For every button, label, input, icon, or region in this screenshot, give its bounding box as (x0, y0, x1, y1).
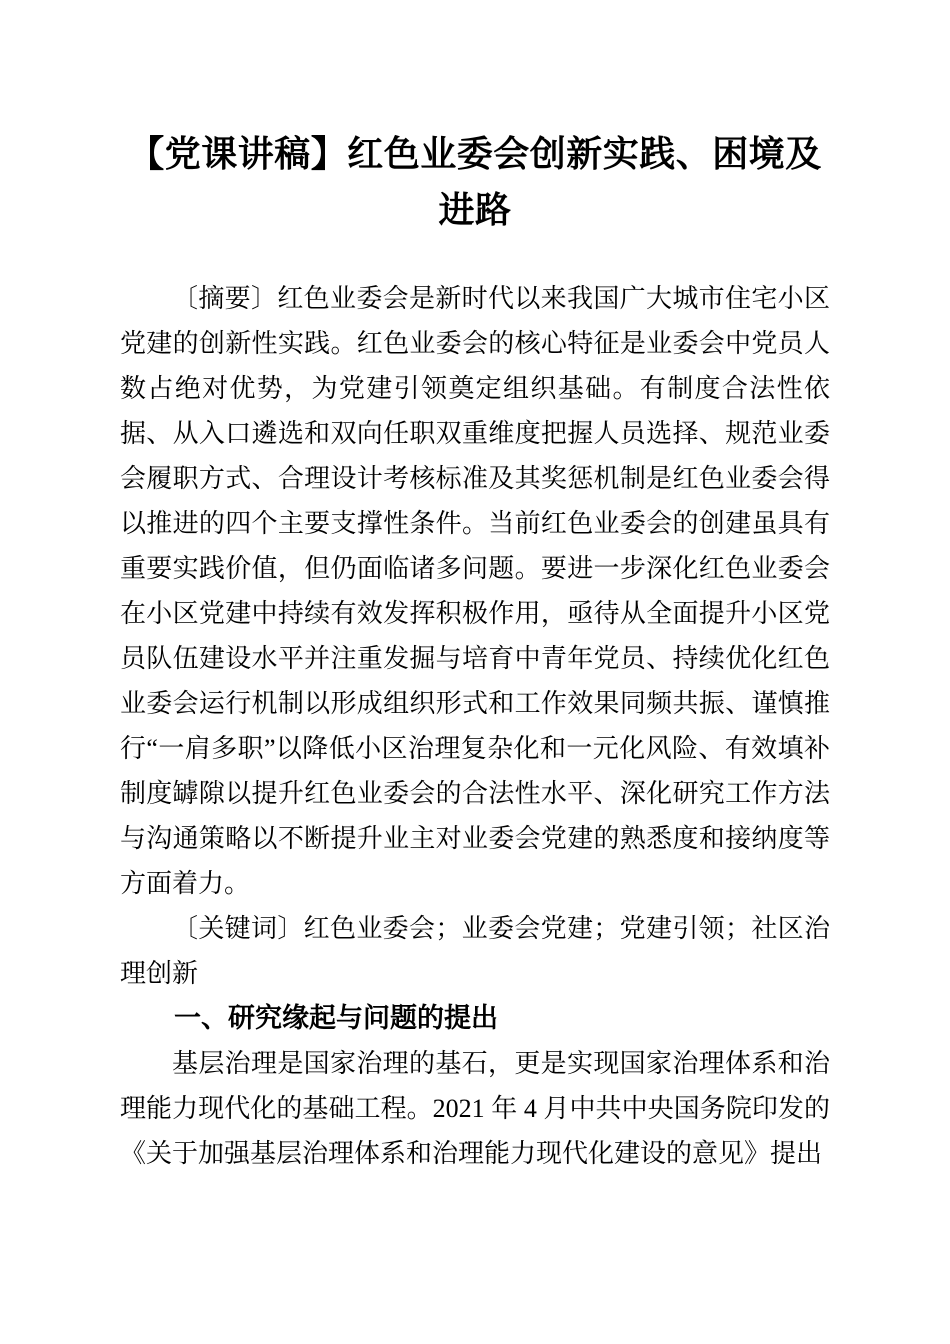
keywords-paragraph: 〔关键词〕红色业委会；业委会党建；党建引领；社区治理创新 (120, 914, 830, 988)
section-1-heading: 一、研究缘起与问题的提出 (174, 1003, 498, 1033)
document-title: 【党课讲稿】红色业委会创新实践、困境及进路 (128, 134, 822, 230)
abstract-paragraph: 〔摘要〕红色业委会是新时代以来我国广大城市住宅小区党建的创新性实践。红色业委会的核心特征是业委会中党员人数占绝对优势，为党建引领奠定组织基础。有制度合法性依据、从入口遴选和双向任职双重维度把握人员选择、规范业委会履职方式、合理设计考核标准及其奖惩机制是红色业委会得以推进的四个主要支撑性条件。当前红色业委会的创建虽具有重要实践价值，但仍面临诸多问题。要进一步深化红色业委会在小区党建中持续有效发挥积极作用，亟待从全面提升小区党员队伍建设水平并注重发掘与培育中青年党员、持续优化红色业委会运行机制以形成组织形式和工作效果同频共振、谨慎推行“一肩多职”以降低小区治理复杂化和一元化风险、有效填补制度罅隙以提升红色业委会的合法性水平、深化研究工作方法与沟通策略以不断提升业主对业委会党建的熟悉度和接纳度等方面着力。 (120, 284, 830, 898)
section-1-paragraph: 基层治理是国家治理的基石，更是实现国家治理体系和治理能力现代化的基础工程。2021 年 4 月中共中央国务院印发的《关于加强基层治理体系和治理能力现代化建设的意见》提出 (120, 1049, 830, 1168)
